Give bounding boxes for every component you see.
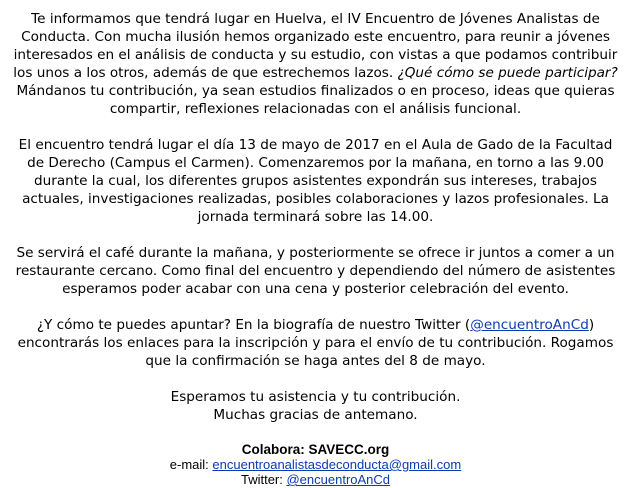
twitter-line	[10, 472, 621, 487]
meals-paragraph: Se servirá el café durante la mañana, y posteriormente se ofrece ir juntos a comer a un restaurante cercano. Como final del encuentro y dependiendo del número de asistentes esperamos poder acabar con una cena y posterior celebración del evento.	[15, 245, 616, 297]
registration-paragraph	[10, 316, 621, 370]
twitter-link-footer[interactable]: @encuentroAnCd	[286, 472, 391, 487]
twitter-label: Twitter:	[240, 472, 287, 487]
participation-question: ¿Qué cómo se puede participar?	[397, 65, 618, 81]
footer	[10, 442, 621, 487]
intro-paragraph	[10, 10, 621, 118]
closing-line-1: Esperamos tu asistencia y tu contribución.	[170, 389, 461, 405]
registration-text-continued: ) encontrarás los enlaces para la inscripción y para el envío de tu contribución. Rogamos que la confirmación se haga antes del 8 de mayo.	[17, 317, 614, 369]
email-label: e-mail:	[169, 457, 213, 472]
intro-text: Te informamos que tendrá lugar en Huelva, el IV Encuentro de Jóvenes Analistas de Conducta. Con mucha ilusión hemos organizado este encuentro, para reunir a jóvenes interesados en el análisis de conducta y su estudio, con vistas a que podamos contribuir los unos a los otros, además de que estrechemos lazos.	[13, 11, 618, 81]
closing-paragraph	[10, 388, 621, 424]
collaborator-label: Colabora: SAVECC.org	[241, 442, 390, 457]
email-line	[10, 457, 621, 472]
closing-line-2: Muchas gracias de antemano.	[213, 407, 418, 423]
registration-text: ¿Y cómo te puedes apuntar? En la biografía de nuestro Twitter (	[36, 317, 471, 333]
email-link[interactable]: encuentroanalistasdeconducta@gmail.com	[212, 457, 462, 472]
intro-text-continued: Mándanos tu contribución, ya sean estudios finalizados o en proceso, ideas que quieras compartir, reflexiones relacionadas con el análisis funcional.	[16, 83, 615, 117]
twitter-link-inline[interactable]: @encuentroAnCd	[470, 317, 589, 333]
event-details-paragraph: El encuentro tendrá lugar el día 13 de mayo de 2017 en el Aula de Gado de la Facultad de Derecho (Campus el Carmen). Comenzaremos por la mañana, en torno a las 9.00 durante la cual, los diferentes grupos asistentes expondrán sus intereses, trabajos actuales, investigaciones realizadas, posibles colaboraciones y lazos profesionales. La jornada terminará sobre las 14.00.	[18, 137, 613, 225]
document-body	[10, 10, 621, 487]
